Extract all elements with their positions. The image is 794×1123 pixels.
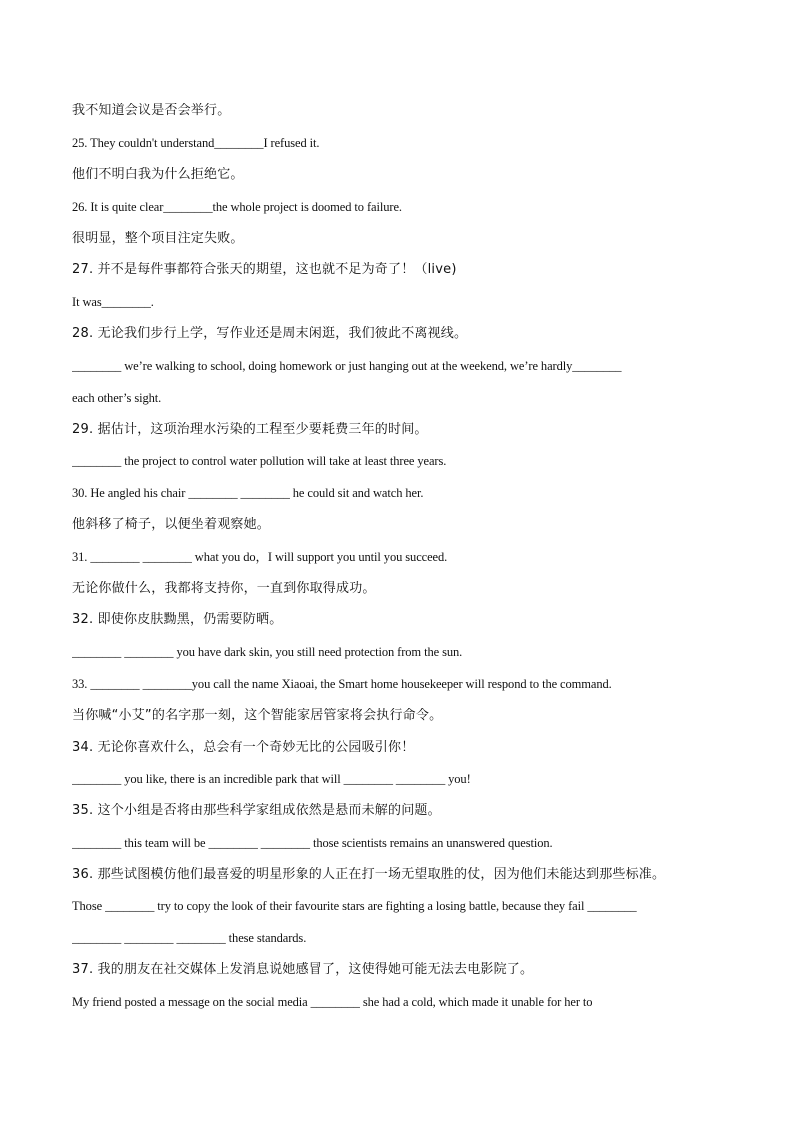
question-28: 28. 无论我们步行上学，写作业还是周末闲逛，我们彼此不离视线。 [72, 326, 468, 341]
question-26: 26. It is quite clear________the whole project is doomed to failure. [72, 200, 402, 214]
answer-35: ________ this team will be ________ ________ those scientists remains an unanswered question. [72, 836, 553, 850]
question-32: 32. 即使你皮肤黝黑，仍需要防晒。 [72, 612, 283, 627]
translation-26: 很明显，整个项目注定失败。 [72, 231, 244, 246]
question-29: 29. 据估计，这项治理水污染的工程至少要耗费三年的时间。 [72, 422, 428, 437]
answer-34: ________ you like, there is an incredible park that will ________ ________ you! [72, 772, 471, 786]
text-line-1: 我不知道会议是否会举行。 [72, 103, 231, 118]
question-34: 34. 无论你喜欢什么，总会有一个奇妙无比的公园吸引你！ [72, 740, 415, 755]
question-37: 37. 我的朋友在社交媒体上发消息说她感冒了，这使得她可能无法去电影院了。 [72, 962, 534, 977]
answer-29: ________ the project to control water pollution will take at least three years. [72, 454, 447, 468]
answer-27: It was________. [72, 295, 154, 309]
question-35: 35. 这个小组是否将由那些科学家组成依然是悬而未解的问题。 [72, 803, 441, 818]
translation-31: 无论你做什么，我都将支持你，一直到你取得成功。 [72, 581, 376, 596]
answer-28-line-2: each other’s sight. [72, 391, 162, 405]
question-36: 36. 那些试图模仿他们最喜爱的明星形象的人正在打一场无望取胜的仗，因为他们未能达到那些标准。 [72, 867, 666, 882]
question-25: 25. They couldn't understand________I refused it. [72, 136, 320, 150]
question-27: 27. 并不是每件事都符合张天的期望，这也就不足为奇了！（live) [72, 262, 457, 277]
question-30: 30. He angled his chair ________ ________ he could sit and watch her. [72, 486, 424, 500]
translation-33: 当你喊“小艾”的名字那一刻，这个智能家居管家将会执行命令。 [72, 708, 443, 723]
translation-25: 他们不明白我为什么拒绝它。 [72, 167, 244, 182]
answer-36-line-2: ________ ________ ________ these standards. [72, 931, 307, 945]
answer-28-line-1: ________ we’re walking to school, doing homework or just hanging out at the weekend, we’re hardly________ [72, 359, 622, 373]
question-33: 33. ________ ________you call the name Xiaoai, the Smart home housekeeper will respond to the command. [72, 677, 612, 691]
translation-30: 他斜移了椅子，以便坐着观察她。 [72, 517, 271, 532]
question-31: 31. ________ ________ what you do，I will support you until you succeed. [72, 550, 448, 564]
answer-32: ________ ________ you have dark skin, you still need protection from the sun. [72, 645, 463, 659]
answer-37: My friend posted a message on the social media ________ she had a cold, which made it unable for her to [72, 995, 593, 1009]
answer-36-line-1: Those ________ try to copy the look of their favourite stars are fighting a losing battle, because they fail ________ [72, 899, 637, 913]
